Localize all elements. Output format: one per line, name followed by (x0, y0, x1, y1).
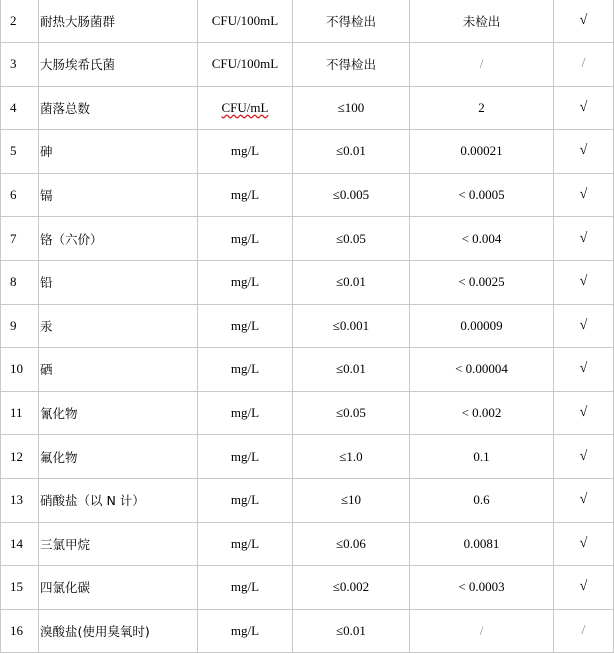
table-body (1, 0, 614, 653)
unit-cell: mg/L (198, 522, 293, 566)
item-name-cell: 铅 (39, 260, 198, 304)
row-number-cell: 8 (1, 260, 39, 304)
table-row (1, 348, 614, 392)
row-number-cell: 2 (1, 0, 39, 43)
row-number-cell: 14 (1, 522, 39, 566)
result-cell: 0.6 (410, 478, 554, 522)
judgement-cell: / (554, 609, 614, 653)
limit-cell: ≤0.01 (293, 348, 410, 392)
result-cell: < 0.0005 (410, 173, 554, 217)
limit-cell: ≤0.002 (293, 566, 410, 610)
limit-cell: ≤0.05 (293, 391, 410, 435)
result-cell: / (410, 609, 554, 653)
limit-cell: ≤100 (293, 86, 410, 130)
table-row (1, 43, 614, 87)
item-name-cell: 氟化物 (39, 435, 198, 479)
table-row (1, 566, 614, 610)
item-name-cell: 三氯甲烷 (39, 522, 198, 566)
judgement-cell: √ (554, 566, 614, 610)
table-row (1, 217, 614, 261)
unit-cell: mg/L (198, 391, 293, 435)
judgement-cell: √ (554, 348, 614, 392)
judgement-cell: √ (554, 304, 614, 348)
item-name-cell: 大肠埃希氏菌 (39, 43, 198, 87)
judgement-cell: √ (554, 435, 614, 479)
table-row (1, 304, 614, 348)
result-cell: 2 (410, 86, 554, 130)
result-cell: 0.00021 (410, 130, 554, 174)
item-name-cell: 硝酸盐（以 N 计） (39, 478, 198, 522)
limit-cell: 不得检出 (293, 0, 410, 43)
row-number-cell: 10 (1, 348, 39, 392)
unit-cell: mg/L (198, 348, 293, 392)
table-row (1, 173, 614, 217)
judgement-cell: / (554, 43, 614, 87)
row-number-cell: 7 (1, 217, 39, 261)
limit-cell: ≤0.001 (293, 304, 410, 348)
result-cell: / (410, 43, 554, 87)
row-number-cell: 6 (1, 173, 39, 217)
result-cell: < 0.004 (410, 217, 554, 261)
item-name-cell: 菌落总数 (39, 86, 198, 130)
result-cell: 未检出 (410, 0, 554, 43)
unit-cell: mg/L (198, 173, 293, 217)
result-cell: < 0.002 (410, 391, 554, 435)
table-row (1, 435, 614, 479)
unit-cell: CFU/100mL (198, 0, 293, 43)
judgement-cell: √ (554, 217, 614, 261)
table-row (1, 130, 614, 174)
judgement-cell: √ (554, 0, 614, 43)
result-cell: 0.00009 (410, 304, 554, 348)
row-number-cell: 13 (1, 478, 39, 522)
limit-cell: ≤0.01 (293, 130, 410, 174)
table-row (1, 391, 614, 435)
judgement-cell: √ (554, 260, 614, 304)
unit-cell: mg/L (198, 435, 293, 479)
table-row (1, 522, 614, 566)
limit-cell: ≤0.01 (293, 609, 410, 653)
unit-cell: mg/L (198, 566, 293, 610)
row-number-cell: 5 (1, 130, 39, 174)
item-name-cell: 铬（六价） (39, 217, 198, 261)
item-name-cell: 耐热大肠菌群 (39, 0, 198, 43)
unit-cell: mg/L (198, 217, 293, 261)
limit-cell: 不得检出 (293, 43, 410, 87)
table-row (1, 86, 614, 130)
unit-cell: mg/L (198, 478, 293, 522)
unit-cell: mg/L (198, 304, 293, 348)
result-cell: 0.1 (410, 435, 554, 479)
item-name-cell: 砷 (39, 130, 198, 174)
result-cell: 0.0081 (410, 522, 554, 566)
row-number-cell: 9 (1, 304, 39, 348)
unit-cell: mg/L (198, 130, 293, 174)
judgement-cell: √ (554, 391, 614, 435)
row-number-cell: 3 (1, 43, 39, 87)
unit-cell: CFU/100mL (198, 43, 293, 87)
item-name-cell: 溴酸盐(使用臭氧时) (39, 609, 198, 653)
table-row (1, 478, 614, 522)
limit-cell: ≤10 (293, 478, 410, 522)
item-name-cell: 氰化物 (39, 391, 198, 435)
row-number-cell: 4 (1, 86, 39, 130)
result-cell: < 0.0003 (410, 566, 554, 610)
item-name-cell: 镉 (39, 173, 198, 217)
limit-cell: ≤0.05 (293, 217, 410, 261)
judgement-cell: √ (554, 86, 614, 130)
item-name-cell: 四氯化碳 (39, 566, 198, 610)
limit-cell: ≤1.0 (293, 435, 410, 479)
judgement-cell: √ (554, 478, 614, 522)
row-number-cell: 12 (1, 435, 39, 479)
table-row (1, 0, 614, 43)
judgement-cell: √ (554, 173, 614, 217)
row-number-cell: 11 (1, 391, 39, 435)
limit-cell: ≤0.06 (293, 522, 410, 566)
result-cell: < 0.00004 (410, 348, 554, 392)
result-cell: < 0.0025 (410, 260, 554, 304)
row-number-cell: 15 (1, 566, 39, 610)
item-name-cell: 汞 (39, 304, 198, 348)
table-row (1, 609, 614, 653)
unit-cell: CFU/mL (198, 86, 293, 130)
unit-cell: mg/L (198, 260, 293, 304)
item-name-cell: 硒 (39, 348, 198, 392)
judgement-cell: √ (554, 130, 614, 174)
limit-cell: ≤0.005 (293, 173, 410, 217)
judgement-cell: √ (554, 522, 614, 566)
limit-cell: ≤0.01 (293, 260, 410, 304)
unit-cell: mg/L (198, 609, 293, 653)
table-row (1, 260, 614, 304)
row-number-cell: 16 (1, 609, 39, 653)
